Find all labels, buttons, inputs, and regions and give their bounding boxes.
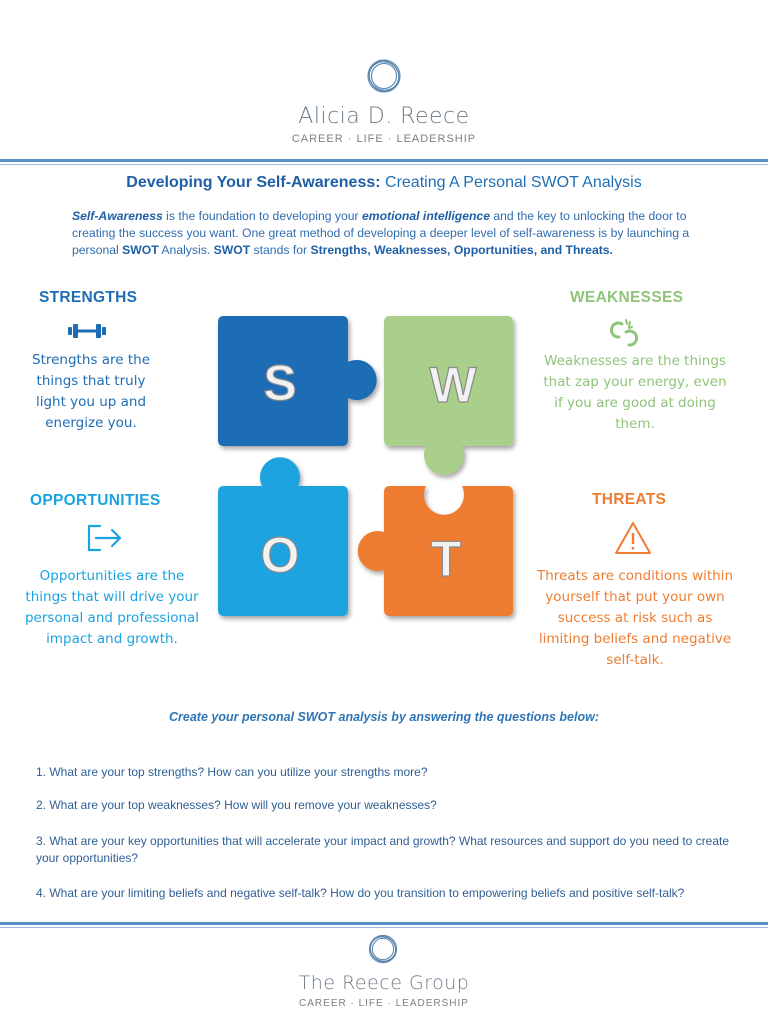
question-2: 2. What are your top weaknesses? How will you remove your weaknesses?: [36, 798, 437, 812]
title-rest: Creating A Personal SWOT Analysis: [380, 174, 642, 191]
page-title: [0, 174, 768, 192]
brand-tagline: CAREER · LIFE · LEADERSHIP: [291, 133, 477, 145]
broken-chain-icon: [609, 318, 639, 350]
threats-text: Threats are conditions within yourself that put your own success at risk such as limiting beliefs and negative self-talk.: [536, 568, 734, 668]
intro-bold-7: SWOT: [213, 243, 251, 257]
logo-ring-icon: [364, 56, 404, 96]
bottom-divider: [0, 922, 768, 925]
strengths-title: STRENGTHS: [39, 289, 138, 306]
opportunities-title: OPPORTUNITIES: [30, 492, 161, 509]
bottom-divider-thin: [0, 927, 768, 928]
intro-text-8: stands for: [250, 243, 311, 257]
weaknesses-text: Weaknesses are the things that zap your energy, even if you are good at doing them.: [543, 353, 727, 432]
intro-paragraph: [72, 208, 702, 259]
strengths-text: Strengths are the things that truly light you up and energize you.: [32, 352, 150, 431]
warning-triangle-icon: [614, 520, 652, 556]
intro-bold-9: Strengths, Weaknesses, Opportunities, and Threats.: [310, 243, 613, 257]
intro-bold-5: SWOT: [122, 243, 159, 257]
question-4: 4. What are your limiting beliefs and negative self-talk? How do you transition to empowering beliefs and positive self-talk?: [36, 886, 685, 900]
swot-letter-t: T: [430, 531, 462, 587]
weaknesses-title: WEAKNESSES: [570, 289, 684, 306]
question-1: 1. What are your top strengths? How can you utilize your strengths more?: [36, 765, 428, 779]
arrow-right-icon: [86, 522, 124, 554]
swot-letter-o: O: [260, 527, 300, 583]
footer-logo-ring-icon: [366, 932, 400, 966]
swot-letter-w: W: [429, 357, 477, 413]
footer-brand-name: The Reece Group: [298, 972, 470, 994]
intro-italic-2: emotional intelligence: [361, 209, 490, 223]
threats-title: THREATS: [592, 491, 667, 508]
intro-italic-1: Self-Awareness: [72, 209, 163, 223]
top-divider-thin: [0, 164, 768, 165]
call-to-action: Create your personal SWOT analysis by answering the questions below:: [169, 710, 599, 724]
dumbbell-icon: [67, 321, 107, 341]
footer-brand-tagline: CAREER · LIFE · LEADERSHIP: [299, 998, 469, 1009]
opportunities-text: Opportunities are the things that will drive your personal and professional impact and growth.: [24, 568, 200, 647]
top-divider: [0, 159, 768, 162]
swot-piece-s: [218, 316, 377, 446]
title-bold: Developing Your Self-Awareness:: [126, 174, 381, 191]
intro-text-4: and the key to unlocking the door to creating the success you want. One great method of developing a deeper level of self-awareness is by launching a personal: [72, 209, 690, 257]
swot-puzzle: [210, 310, 530, 630]
intro-text-6: Analysis.: [158, 243, 214, 257]
brand-name: Alicia D. Reece: [298, 104, 470, 129]
intro-text-2: is the foundation to developing your: [162, 209, 362, 223]
swot-letter-s: S: [263, 355, 297, 411]
question-3: 3. What are your key opportunities that will accelerate your impact and growth? What resources and support do you need to create your opportunities?: [36, 834, 730, 865]
